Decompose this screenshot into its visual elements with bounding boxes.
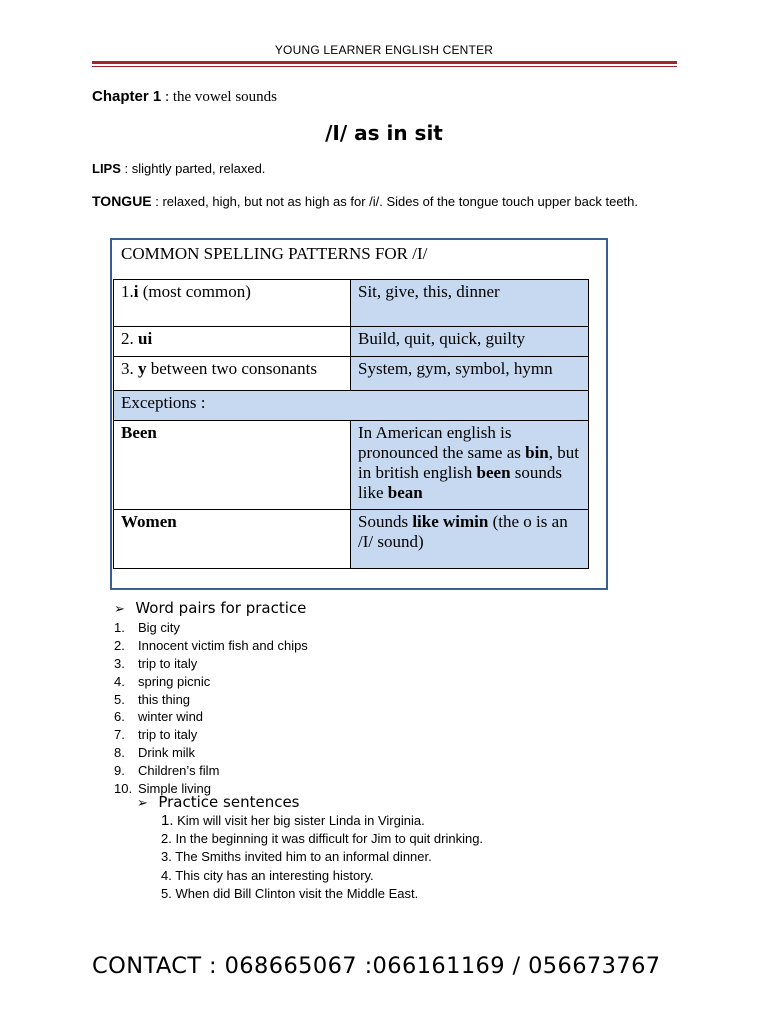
chapter-label: Chapter 1 [92, 88, 162, 105]
list-item: 2. Innocent victim fish and chips [114, 637, 308, 653]
examples-cell: Sit, give, this, dinner [351, 280, 589, 327]
list-item: 10. Simple living [114, 781, 211, 797]
list-item: 4. This city has an interesting history. [161, 867, 374, 883]
pattern-cell: 3. y between two consonants [114, 357, 351, 391]
tongue-label: TONGUE [92, 193, 152, 209]
examples-cell: System, gym, symbol, hymn [351, 357, 589, 391]
tongue-text: : relaxed, high, but not as high as for /i/. Sides of the tongue touch upper back teeth. [151, 194, 639, 209]
page-title: /I/ as in sit [325, 121, 443, 145]
table-row [114, 421, 589, 510]
pattern-cell: 2. ui [114, 327, 351, 357]
header-rule-thin [92, 66, 677, 67]
list-item: 6. winter wind [114, 709, 204, 725]
list-item: 3. trip to italy [114, 655, 198, 671]
tongue-description [92, 192, 662, 211]
arrow-bullet-icon: ➢ [114, 602, 125, 617]
spelling-table [113, 279, 589, 569]
practice-sentences-heading [137, 793, 300, 812]
exception-word: Women [114, 510, 351, 569]
table-row [114, 357, 589, 391]
pattern-cell: 1.i (most common) [114, 280, 351, 327]
table-row [114, 327, 589, 357]
word-pairs-title: Word pairs for practice [135, 599, 307, 617]
exceptions-label: Exceptions : [114, 391, 589, 421]
table-row [114, 391, 589, 421]
practice-sentences-title: Practice sentences [158, 793, 300, 811]
list-item: 7. trip to italy [114, 727, 198, 743]
exception-explanation: In American english is pronounced the same as bin, but in british english been sounds like bean [351, 421, 589, 510]
lips-description [92, 161, 265, 176]
list-item: 4. spring picnic [114, 673, 211, 689]
center-name: YOUNG LEARNER ENGLISH CENTER [274, 43, 494, 57]
word-pairs-heading [114, 599, 306, 618]
table-row [114, 510, 589, 569]
word-pairs-list [114, 619, 308, 798]
list-item: 5. this thing [114, 691, 191, 707]
exception-word: Been [114, 421, 351, 510]
list-item: 9. Children’s film [114, 763, 220, 779]
practice-sentences-list [161, 812, 483, 903]
header-rule [92, 61, 677, 64]
list-item: 2. In the beginning it was difficult for Jim to quit drinking. [161, 831, 484, 847]
lips-text: : slightly parted, relaxed. [120, 161, 266, 176]
list-item: 5. When did Bill Clinton visit the Middle East. [161, 885, 419, 901]
examples-cell: Build, quit, quick, guilty [351, 327, 589, 357]
list-item: 8. Drink milk [114, 745, 196, 761]
chapter-line [92, 88, 277, 106]
list-item: 3. The Smiths invited him to an informal dinner. [161, 849, 432, 865]
arrow-bullet-icon: ➢ [137, 796, 148, 811]
lips-label: LIPS [92, 161, 121, 176]
chapter-subtitle: the vowel sounds [172, 89, 278, 105]
list-item: 1. Kim will visit her big sister Linda in Virginia. [161, 812, 425, 829]
exception-explanation: Sounds like wimin (the o is an /I/ sound) [351, 510, 589, 569]
list-item: 1. Big city [114, 620, 180, 635]
chapter-separator: : [161, 89, 173, 105]
table-row [114, 280, 589, 327]
contact-footer: CONTACT : 068665067 :066161169 / 056673767 [92, 953, 661, 979]
spelling-box-title: COMMON SPELLING PATTERNS FOR /I/ [121, 244, 428, 263]
